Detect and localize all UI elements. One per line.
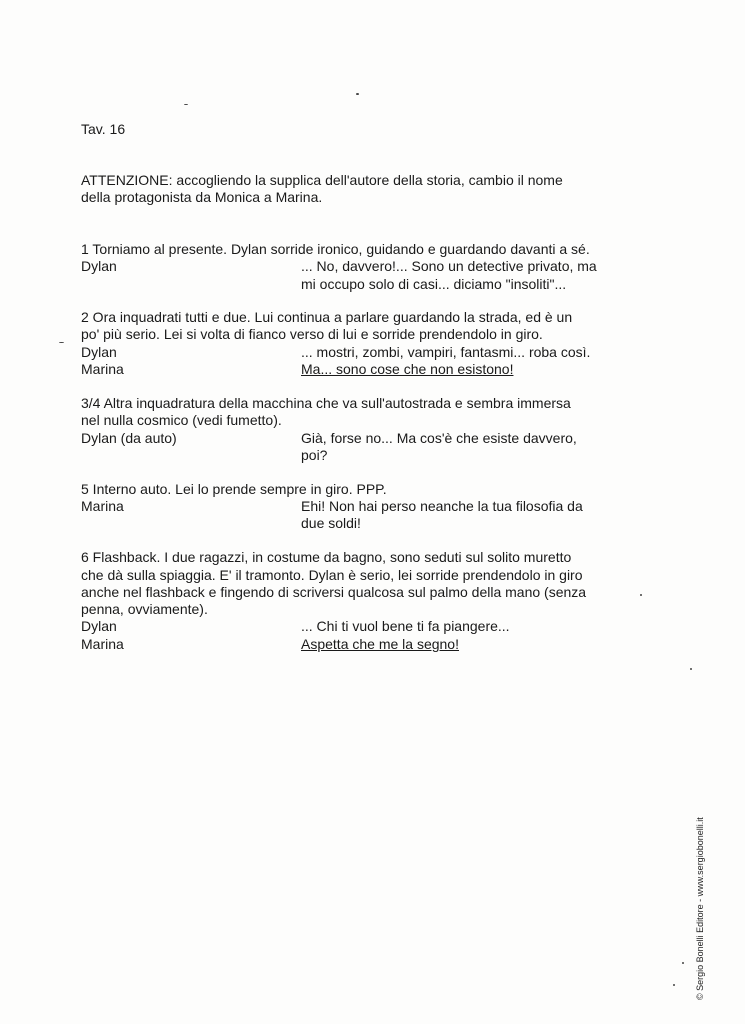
scan-speck [673,984,675,986]
speaker-name: Dylan [81,258,117,274]
panel-description: nel nulla cosmico (vedi fumetto). [81,412,282,428]
panel-description: 1 Torniamo al presente. Dylan sorride ironico, guidando e guardando davanti a sé. [81,241,590,257]
speaker-name: Marina [81,498,124,514]
dialogue-line: Già, forse no... Ma cos'è che esiste davvero, [301,430,577,446]
dialogue-line: ... Chi ti vuol bene ti fa piangere... [301,618,510,634]
scan-speck [640,594,642,596]
copyright-notice: © Sergio Bonelli Editore - www.sergiobonelli.it [695,817,705,1000]
panel-description: 2 Ora inquadrati tutti e due. Lui continua a parlare guardando la strada, ed è un [81,309,573,325]
panel-description: 5 Interno auto. Lei lo prende sempre in giro. PPP. [81,481,387,497]
dialogue-line: poi? [301,447,328,463]
panel-description: che dà sulla spiaggia. E' il tramonto. Dylan è serio, lei sorride prendendolo in giro [81,567,583,583]
dialogue-line: Ma... sono cose che non esistono! [301,361,514,377]
page-number: Tav. 16 [81,121,126,137]
panel-description: 3/4 Altra inquadratura della macchina che va sull'autostrada e sembra immersa [81,395,571,411]
notice-line: ATTENZIONE: accogliendo la supplica dell'autore della storia, cambio il nome [81,172,563,188]
scan-speck [356,93,359,95]
speaker-name: Marina [81,636,124,652]
speaker-name: Dylan (da auto) [81,430,177,446]
dialogue-line: ... mostri, zombi, vampiri, fantasmi... roba così. [301,344,591,360]
dialogue-line: Aspetta che me la segno! [301,636,459,652]
dialogue-line: ... No, davvero!... Sono un detective privato, ma [301,258,597,274]
scan-speck [690,668,692,670]
panel-description: anche nel flashback e fingendo di scriversi qualcosa sul palmo della mano (senza [81,584,587,600]
dialogue-line: due soldi! [301,515,361,531]
scan-speck [59,342,64,343]
scan-speck [184,104,188,105]
panel-description: 6 Flashback. I due ragazzi, in costume da bagno, sono seduti sul solito muretto [81,549,572,565]
speaker-name: Dylan [81,344,117,360]
panel-description: penna, ovviamente). [81,601,208,617]
scan-speck [682,962,684,964]
notice-line: della protagonista da Monica a Marina. [81,189,323,205]
speaker-name: Dylan [81,618,117,634]
panel-description: po' più serio. Lei si volta di fianco verso di lui e sorride prendendolo in giro. [81,326,543,342]
speaker-name: Marina [81,361,124,377]
dialogue-line: mi occupo solo di casi... diciamo "insoliti"... [301,276,567,292]
dialogue-line: Ehi! Non hai perso neanche la tua filosofia da [301,498,583,514]
